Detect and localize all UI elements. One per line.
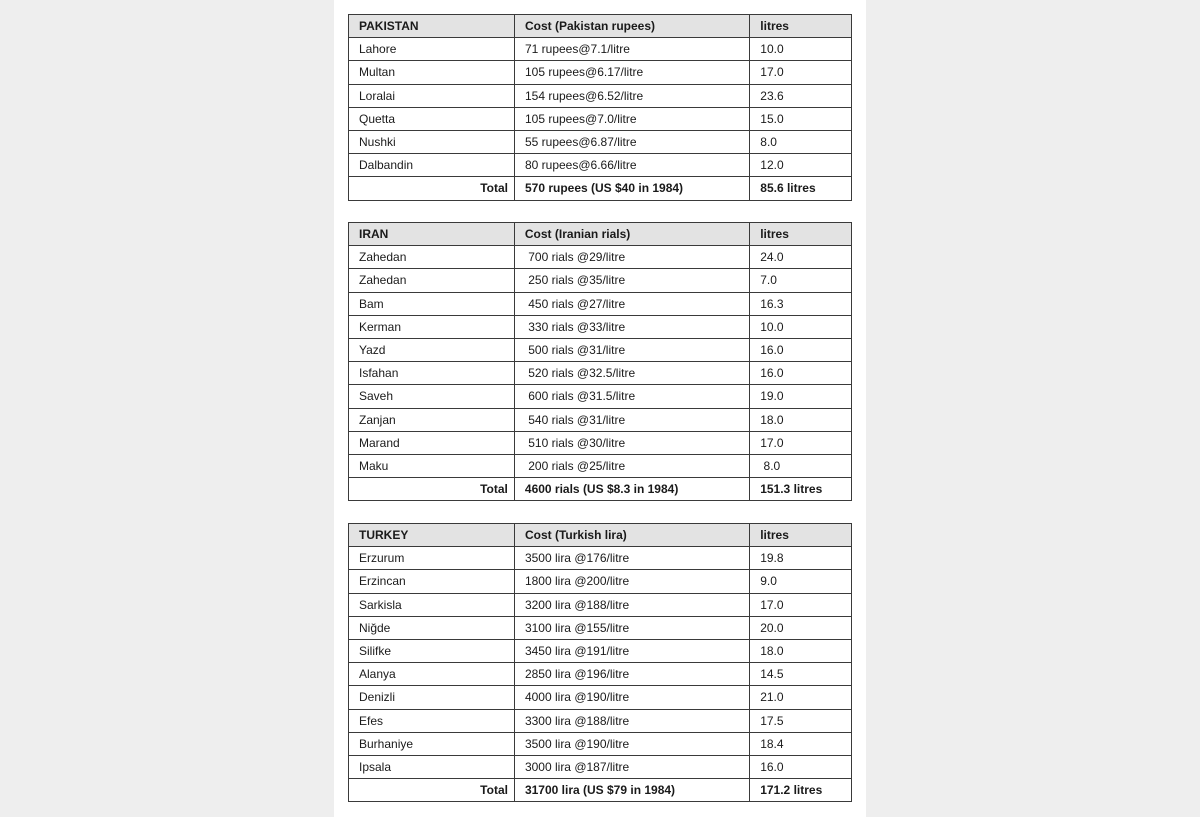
table-row <box>349 755 852 778</box>
litres-cell: 17.0 <box>750 431 852 454</box>
table-row <box>349 385 852 408</box>
cost-cell: 80 rupees@6.66/litre <box>514 154 749 177</box>
litres-cell: 7.0 <box>750 269 852 292</box>
cost-cell: 700 rials @29/litre <box>514 246 749 269</box>
place-cell: Zahedan <box>349 269 515 292</box>
table-row <box>349 315 852 338</box>
table-row <box>349 269 852 292</box>
litres-cell: 18.0 <box>750 408 852 431</box>
litres-cell: 8.0 <box>750 454 852 477</box>
table-row <box>349 593 852 616</box>
table-row <box>349 246 852 269</box>
cost-cell: 450 rials @27/litre <box>514 292 749 315</box>
litres-cell: 16.0 <box>750 755 852 778</box>
table-row <box>349 362 852 385</box>
place-cell: Yazd <box>349 338 515 361</box>
place-cell: Erzurum <box>349 547 515 570</box>
place-cell: Niğde <box>349 616 515 639</box>
litres-cell: 12.0 <box>750 154 852 177</box>
place-cell: Loralai <box>349 84 515 107</box>
cost-header: Cost (Turkish lira) <box>514 524 749 547</box>
litres-header: litres <box>750 524 852 547</box>
table-row <box>349 292 852 315</box>
cost-cell: 200 rials @25/litre <box>514 454 749 477</box>
place-cell: Silifke <box>349 639 515 662</box>
pakistan-fuel-table <box>348 14 852 201</box>
country-header: PAKISTAN <box>349 15 515 38</box>
cost-header: Cost (Pakistan rupees) <box>514 15 749 38</box>
place-cell: Multan <box>349 61 515 84</box>
total-litres: 85.6 litres <box>750 177 852 200</box>
place-cell: Saveh <box>349 385 515 408</box>
table-row <box>349 616 852 639</box>
cost-cell: 154 rupees@6.52/litre <box>514 84 749 107</box>
litres-cell: 18.4 <box>750 732 852 755</box>
table-row <box>349 454 852 477</box>
litres-header: litres <box>750 223 852 246</box>
litres-cell: 16.0 <box>750 338 852 361</box>
cost-cell: 71 rupees@7.1/litre <box>514 38 749 61</box>
litres-cell: 19.0 <box>750 385 852 408</box>
place-cell: Lahore <box>349 38 515 61</box>
litres-cell: 19.8 <box>750 547 852 570</box>
total-cost: 570 rupees (US $40 in 1984) <box>514 177 749 200</box>
litres-cell: 24.0 <box>750 246 852 269</box>
cost-cell: 500 rials @31/litre <box>514 338 749 361</box>
cost-cell: 3300 lira @188/litre <box>514 709 749 732</box>
cost-cell: 540 rials @31/litre <box>514 408 749 431</box>
place-cell: Isfahan <box>349 362 515 385</box>
total-row <box>349 177 852 200</box>
place-cell: Efes <box>349 709 515 732</box>
table-row <box>349 547 852 570</box>
place-cell: Quetta <box>349 107 515 130</box>
table-row <box>349 107 852 130</box>
cost-cell: 105 rupees@6.17/litre <box>514 61 749 84</box>
table-row <box>349 38 852 61</box>
document-page <box>334 0 866 817</box>
cost-cell: 2850 lira @196/litre <box>514 663 749 686</box>
total-row <box>349 779 852 802</box>
litres-cell: 9.0 <box>750 570 852 593</box>
place-cell: Zahedan <box>349 246 515 269</box>
table-row <box>349 84 852 107</box>
place-cell: Kerman <box>349 315 515 338</box>
litres-cell: 21.0 <box>750 686 852 709</box>
cost-cell: 3500 lira @176/litre <box>514 547 749 570</box>
cost-cell: 3200 lira @188/litre <box>514 593 749 616</box>
table-row <box>349 570 852 593</box>
cost-cell: 105 rupees@7.0/litre <box>514 107 749 130</box>
table-row <box>349 431 852 454</box>
total-litres: 171.2 litres <box>750 779 852 802</box>
place-cell: Burhaniye <box>349 732 515 755</box>
place-cell: Marand <box>349 431 515 454</box>
litres-cell: 17.0 <box>750 61 852 84</box>
place-cell: Ipsala <box>349 755 515 778</box>
cost-cell: 3000 lira @187/litre <box>514 755 749 778</box>
cost-cell: 3100 lira @155/litre <box>514 616 749 639</box>
table-row <box>349 408 852 431</box>
cost-cell: 520 rials @32.5/litre <box>514 362 749 385</box>
table-row <box>349 663 852 686</box>
cost-cell: 600 rials @31.5/litre <box>514 385 749 408</box>
litres-cell: 14.5 <box>750 663 852 686</box>
cost-cell: 250 rials @35/litre <box>514 269 749 292</box>
cost-cell: 3450 lira @191/litre <box>514 639 749 662</box>
table-row <box>349 639 852 662</box>
cost-header: Cost (Iranian rials) <box>514 223 749 246</box>
place-cell: Bam <box>349 292 515 315</box>
total-litres: 151.3 litres <box>750 478 852 501</box>
table-row <box>349 338 852 361</box>
place-cell: Erzincan <box>349 570 515 593</box>
table-header-row <box>349 15 852 38</box>
place-cell: Denizli <box>349 686 515 709</box>
place-cell: Zanjan <box>349 408 515 431</box>
table-header-row <box>349 524 852 547</box>
litres-cell: 20.0 <box>750 616 852 639</box>
place-cell: Sarkisla <box>349 593 515 616</box>
table-row <box>349 732 852 755</box>
total-cost: 31700 lira (US $79 in 1984) <box>514 779 749 802</box>
place-cell: Maku <box>349 454 515 477</box>
cost-cell: 4000 lira @190/litre <box>514 686 749 709</box>
country-header: TURKEY <box>349 524 515 547</box>
table-row <box>349 130 852 153</box>
cost-cell: 1800 lira @200/litre <box>514 570 749 593</box>
litres-cell: 17.5 <box>750 709 852 732</box>
litres-cell: 10.0 <box>750 38 852 61</box>
cost-cell: 510 rials @30/litre <box>514 431 749 454</box>
cost-cell: 55 rupees@6.87/litre <box>514 130 749 153</box>
litres-cell: 10.0 <box>750 315 852 338</box>
litres-cell: 8.0 <box>750 130 852 153</box>
place-cell: Nushki <box>349 130 515 153</box>
place-cell: Dalbandin <box>349 154 515 177</box>
country-header: IRAN <box>349 223 515 246</box>
place-cell: Alanya <box>349 663 515 686</box>
iran-fuel-table <box>348 222 852 501</box>
total-cost: 4600 rials (US $8.3 in 1984) <box>514 478 749 501</box>
litres-cell: 18.0 <box>750 639 852 662</box>
table-row <box>349 61 852 84</box>
litres-cell: 23.6 <box>750 84 852 107</box>
table-row <box>349 686 852 709</box>
litres-cell: 16.0 <box>750 362 852 385</box>
litres-cell: 16.3 <box>750 292 852 315</box>
cost-cell: 330 rials @33/litre <box>514 315 749 338</box>
table-header-row <box>349 223 852 246</box>
total-row <box>349 478 852 501</box>
total-label: Total <box>349 177 515 200</box>
turkey-fuel-table <box>348 523 852 802</box>
litres-cell: 15.0 <box>750 107 852 130</box>
cost-cell: 3500 lira @190/litre <box>514 732 749 755</box>
total-label: Total <box>349 478 515 501</box>
table-row <box>349 154 852 177</box>
table-row <box>349 709 852 732</box>
litres-cell: 17.0 <box>750 593 852 616</box>
litres-header: litres <box>750 15 852 38</box>
total-label: Total <box>349 779 515 802</box>
